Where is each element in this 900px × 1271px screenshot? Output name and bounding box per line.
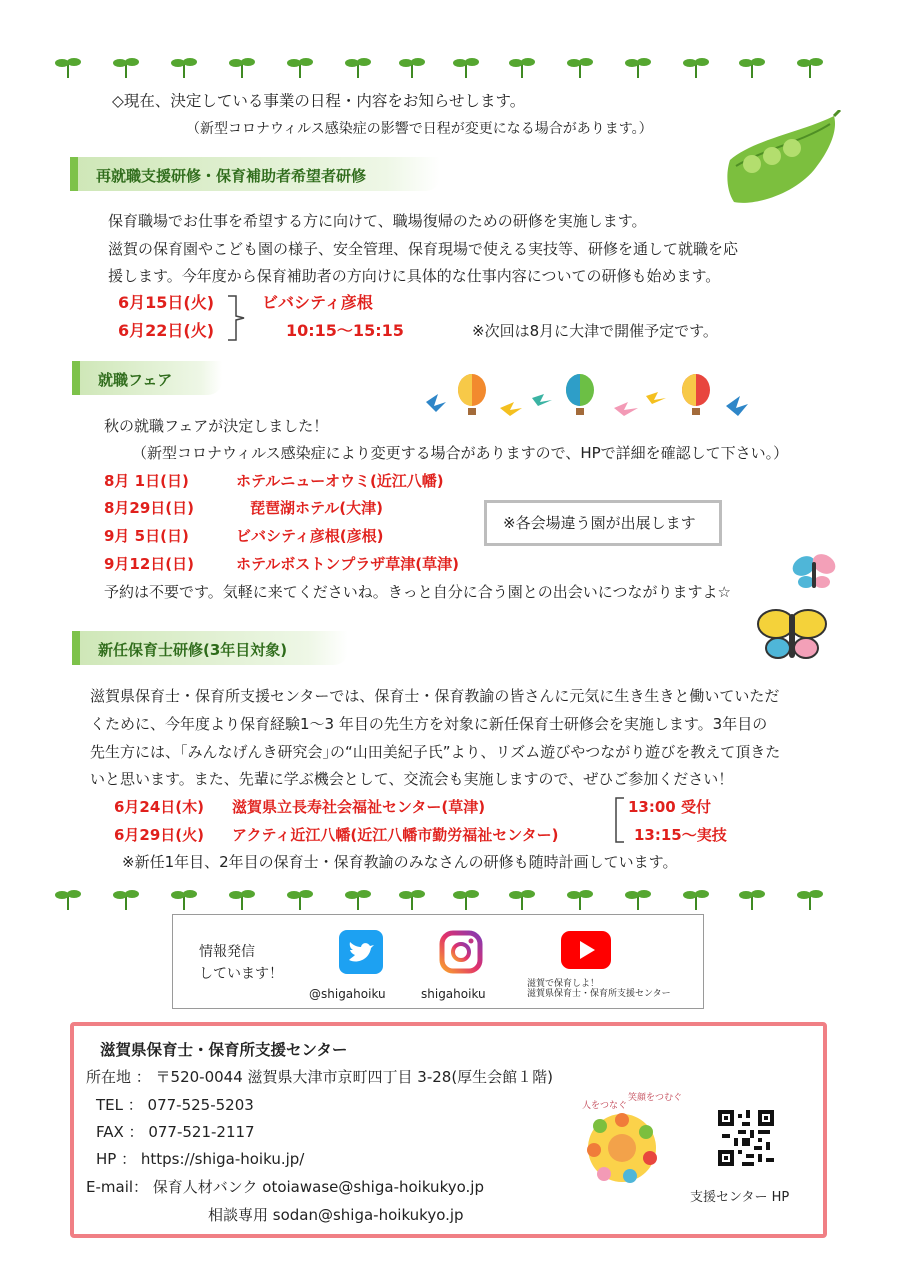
section-title-new-teacher: 新任保育士研修(3年目対象) <box>98 641 288 659</box>
section-header-reemployment <box>70 157 440 191</box>
contact-email-consult[interactable]: 相談専用 sodan@shiga-hoikukyo.jp <box>208 1206 464 1224</box>
contact-panel <box>70 1022 827 1238</box>
youtube-caption-2[interactable]: 滋賀県保育士・保育所支援センター <box>527 989 671 999</box>
contact-tel[interactable]: TEL ： 077-525-5203 <box>96 1096 254 1114</box>
qr-caption: 支援センター HP <box>690 1190 790 1205</box>
time-bracket <box>614 796 626 844</box>
balloons-birds-illustration <box>420 372 760 422</box>
qr-code-icon[interactable] <box>718 1110 774 1166</box>
section2-closing: 予約は不要です。気軽に来てくださいね。きっと自分に合う園との出会いにつながりますよ☆ <box>104 583 731 601</box>
section1-time: 10:15～15:15 <box>286 321 404 340</box>
sns-panel <box>172 914 704 1009</box>
section3-venue-1: 滋賀県立長寿社会福祉センター(草津) <box>232 798 486 816</box>
fair-date-1: 8月 1日(日) <box>104 472 189 490</box>
peapod-icon <box>722 110 844 214</box>
intro-line-1: ◇現在、決定している事業の日程・内容をお知らせします。 <box>112 92 526 110</box>
youtube-icon[interactable] <box>561 931 611 969</box>
section1-note: ※次回は8月に大津で開催予定です。 <box>472 322 718 340</box>
section3-date-1: 6月24日(木) <box>114 798 205 816</box>
contact-hp[interactable]: HP ： https://shiga-hoiku.jp/ <box>96 1150 305 1168</box>
section3-time-2: 13:15～実技 <box>634 826 727 844</box>
exhibitor-note-box <box>484 500 722 546</box>
section-header-job-fair <box>72 361 222 395</box>
sns-label-1: 情報発信 <box>199 944 255 960</box>
section1-body-line-2: 滋賀の保育園やこども園の様子、安全管理、保育現場で使える実技等、研修を通して就職を応 <box>108 240 739 258</box>
section3-body-line-1: 滋賀県保育士・保育所支援センターでは、保育士・保育教諭の皆さんに元気に生き生きと働いていただ <box>90 687 780 705</box>
instagram-handle[interactable]: shigahoiku <box>421 987 486 1001</box>
section2-lead: 秋の就職フェアが決定しました！ <box>104 417 329 435</box>
section3-body-line-2: くために、今年度より保育経験1～3 年目の先生方を対象に新任保育士研修会を実施します。3年目の <box>90 715 768 733</box>
butterfly-small-icon <box>790 550 838 598</box>
section-header-new-teacher <box>72 631 348 665</box>
section3-time-1: 13:00 受付 <box>628 798 711 816</box>
sprout-row-top <box>0 52 900 82</box>
exhibitor-note: ※各会場違う園が出展します <box>503 514 696 532</box>
section-title-reemployment: 再就職支援研修・保育補助者希望者研修 <box>96 167 367 185</box>
section3-venue-2: アクティ近江八幡(近江八幡市勤労福祉センター) <box>232 826 559 844</box>
fair-date-4: 9月12日(日) <box>104 555 195 573</box>
fair-date-3: 9月 5日(日) <box>104 527 189 545</box>
section3-date-2: 6月29日(火) <box>114 826 205 844</box>
fair-venue-1: ホテルニューオウミ(近江八幡) <box>236 472 444 490</box>
contact-email-bank[interactable]: E-mail： 保育人材バンク otoiawase@shiga-hoikukyo.jp <box>86 1178 484 1196</box>
section-title-job-fair: 就職フェア <box>98 371 173 389</box>
twitter-icon[interactable] <box>339 930 383 974</box>
instagram-icon[interactable] <box>439 930 483 974</box>
section1-body-line-1: 保育職場でお仕事を希望する方に向けて、職場復帰のための研修を実施します。 <box>108 212 647 230</box>
fair-date-2: 8月29日(日) <box>104 499 195 517</box>
fair-venue-2: 琵琶湖ホテル(大津) <box>250 499 383 517</box>
twitter-handle[interactable]: @shigahoiku <box>309 987 386 1001</box>
logo-text-1: 人をつなぐ <box>582 1101 628 1111</box>
section1-date-2: 6月22日(火) <box>118 321 215 340</box>
youtube-caption-1[interactable]: 滋賀で保育しよ！ <box>527 979 600 989</box>
contact-address: 所在地 ： 〒520-0044 滋賀県大津市京町四丁目 3-28(厚生会館１階) <box>86 1068 554 1086</box>
section3-body-line-4: いと思います。また、先輩に学ぶ機会として、交流会も実施しますので、ぜひご参加ください！ <box>90 770 734 788</box>
section3-note: ※新任1年目、2年目の保育士・保育教諭のみなさんの研修も随時計画しています。 <box>122 853 678 871</box>
section1-date-1: 6月15日(火) <box>118 293 215 312</box>
sprout-row-bottom <box>0 884 900 914</box>
logo-text-2: 笑顔をつむぐ <box>628 1093 683 1103</box>
section3-body-line-3: 先生方には、｢みんなげんき研究会｣の“山田美紀子氏”より、リズム遊びやつながり遊びを教えて頂きた <box>90 743 781 761</box>
contact-org: 滋賀県保育士・保育所支援センター <box>100 1041 348 1059</box>
center-logo-icon <box>586 1112 658 1184</box>
section1-venue: ビバシティ彦根 <box>262 293 373 312</box>
butterfly-large-icon <box>756 604 828 666</box>
date-bracket <box>226 294 246 342</box>
sns-label-2: しています！ <box>199 966 283 982</box>
contact-fax: FAX ： 077-521-2117 <box>96 1123 255 1141</box>
section2-caution: （新型コロナウィルス感染症により変更する場合がありますので、HPで詳細を確認して下さい。） <box>132 444 789 462</box>
fair-venue-4: ホテルボストンプラザ草津(草津) <box>236 555 459 573</box>
section1-body-line-3: 援します。今年度から保育補助者の方向けに具体的な仕事内容についての研修も始めます。 <box>108 267 721 285</box>
fair-venue-3: ビバシティ彦根(彦根) <box>236 527 384 545</box>
intro-line-2: （新型コロナウィルス感染症の影響で日程が変更になる場合があります。） <box>186 121 653 137</box>
